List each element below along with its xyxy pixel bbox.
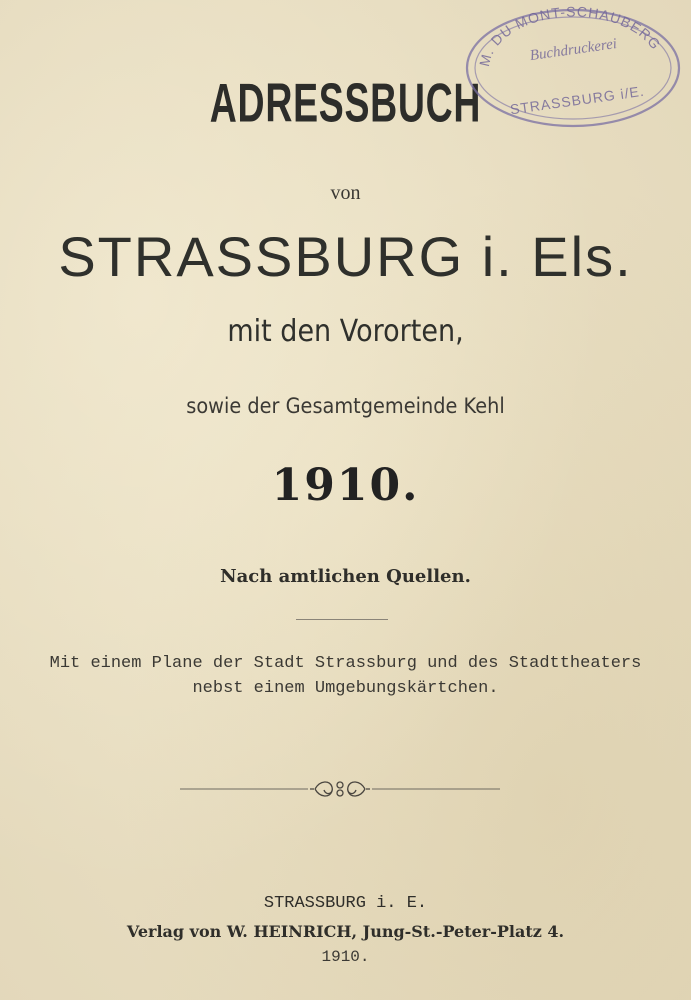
city-title: STRASSBURG i. Els.: [58, 225, 633, 288]
book-title: ADRESSBUCH: [209, 73, 482, 134]
edition-year: 1910.: [271, 460, 420, 511]
plan-note-line-2: nebst einem Umgebungskärtchen.: [192, 679, 499, 698]
stamp-top-text: M. DU MONT-SCHAUBERG: [476, 3, 665, 69]
imprint-city: STRASSBURG i. E.: [263, 894, 428, 913]
von-text: von: [330, 182, 361, 204]
subtitle-vororten: mit den Vororten,: [227, 314, 464, 349]
imprint-year: 1910.: [321, 948, 370, 966]
subtitle-kehl: sowie der Gesamtgemeinde Kehl: [186, 394, 505, 418]
short-divider: [296, 619, 388, 620]
stamp-bottom-text: STRASSBURG i/E.: [509, 82, 646, 118]
stamp-middle-text: Buchdruckerei: [528, 36, 619, 65]
publisher-stamp: [462, 2, 684, 132]
imprint-publisher: Verlag von W. HEINRICH, Jung-St.-Peter-Platz 4.: [126, 922, 565, 941]
ornament-divider: [180, 774, 500, 804]
source-note: Nach amtlichen Quellen.: [220, 566, 471, 587]
plan-note-line-1: Mit einem Plane der Stadt Strassburg und des Stadttheaters: [49, 654, 642, 673]
